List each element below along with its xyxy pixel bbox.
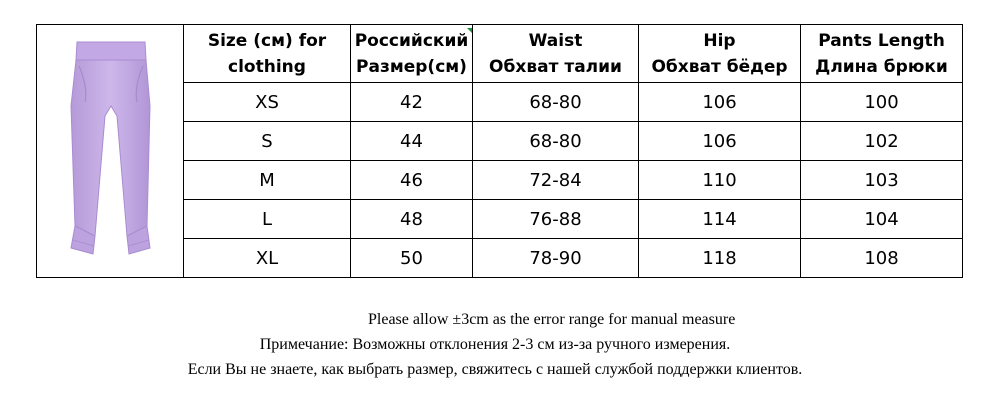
length-cell: 103 — [801, 161, 963, 200]
hip-cell: 114 — [639, 200, 801, 239]
cell-marker-icon — [467, 28, 472, 33]
hip-cell: 118 — [639, 239, 801, 278]
size-cell: S — [184, 122, 351, 161]
waist-cell: 76-88 — [473, 200, 639, 239]
russian-size-cell: 42 — [351, 83, 473, 122]
size-cell: XS — [184, 83, 351, 122]
hip-cell: 106 — [639, 83, 801, 122]
waist-cell: 78-90 — [473, 239, 639, 278]
note-ru-deviation: Примечание: Возможны отклонения 2-3 см из-за ручного измерения. — [259, 336, 731, 353]
size-cell: XL — [184, 239, 351, 278]
waist-cell: 68-80 — [473, 83, 639, 122]
length-cell: 108 — [801, 239, 963, 278]
waist-cell: 68-80 — [473, 122, 639, 161]
header-row — [37, 25, 963, 83]
header-size: Size (см) for clothing — [184, 25, 351, 83]
hip-cell: 110 — [639, 161, 801, 200]
header-waist: Waist Обхват талии — [473, 25, 639, 83]
russian-size-cell: 48 — [351, 200, 473, 239]
length-cell: 102 — [801, 122, 963, 161]
header-pants-length: Pants Length Длина брюки — [801, 25, 963, 83]
header-russian-size: Российский Размер(см) — [351, 25, 473, 83]
russian-size-cell: 46 — [351, 161, 473, 200]
note-ru-support: Если Вы не знаете, как выбрать размер, свяжитесь с нашей службой поддержки клиентов. — [187, 361, 803, 378]
russian-size-cell: 50 — [351, 239, 473, 278]
size-chart-table — [36, 24, 963, 278]
length-cell: 100 — [801, 83, 963, 122]
header-hip: Hip Обхват бёдер — [639, 25, 801, 83]
hip-cell: 106 — [639, 122, 801, 161]
size-cell: L — [184, 200, 351, 239]
waist-cell: 72-84 — [473, 161, 639, 200]
note-error-range: Please allow ±3cm as the error range for manual measure — [368, 311, 736, 328]
size-cell: M — [184, 161, 351, 200]
product-image-cell — [37, 25, 184, 278]
length-cell: 104 — [801, 200, 963, 239]
purple-sweatpants-image — [55, 36, 165, 266]
russian-size-cell: 44 — [351, 122, 473, 161]
